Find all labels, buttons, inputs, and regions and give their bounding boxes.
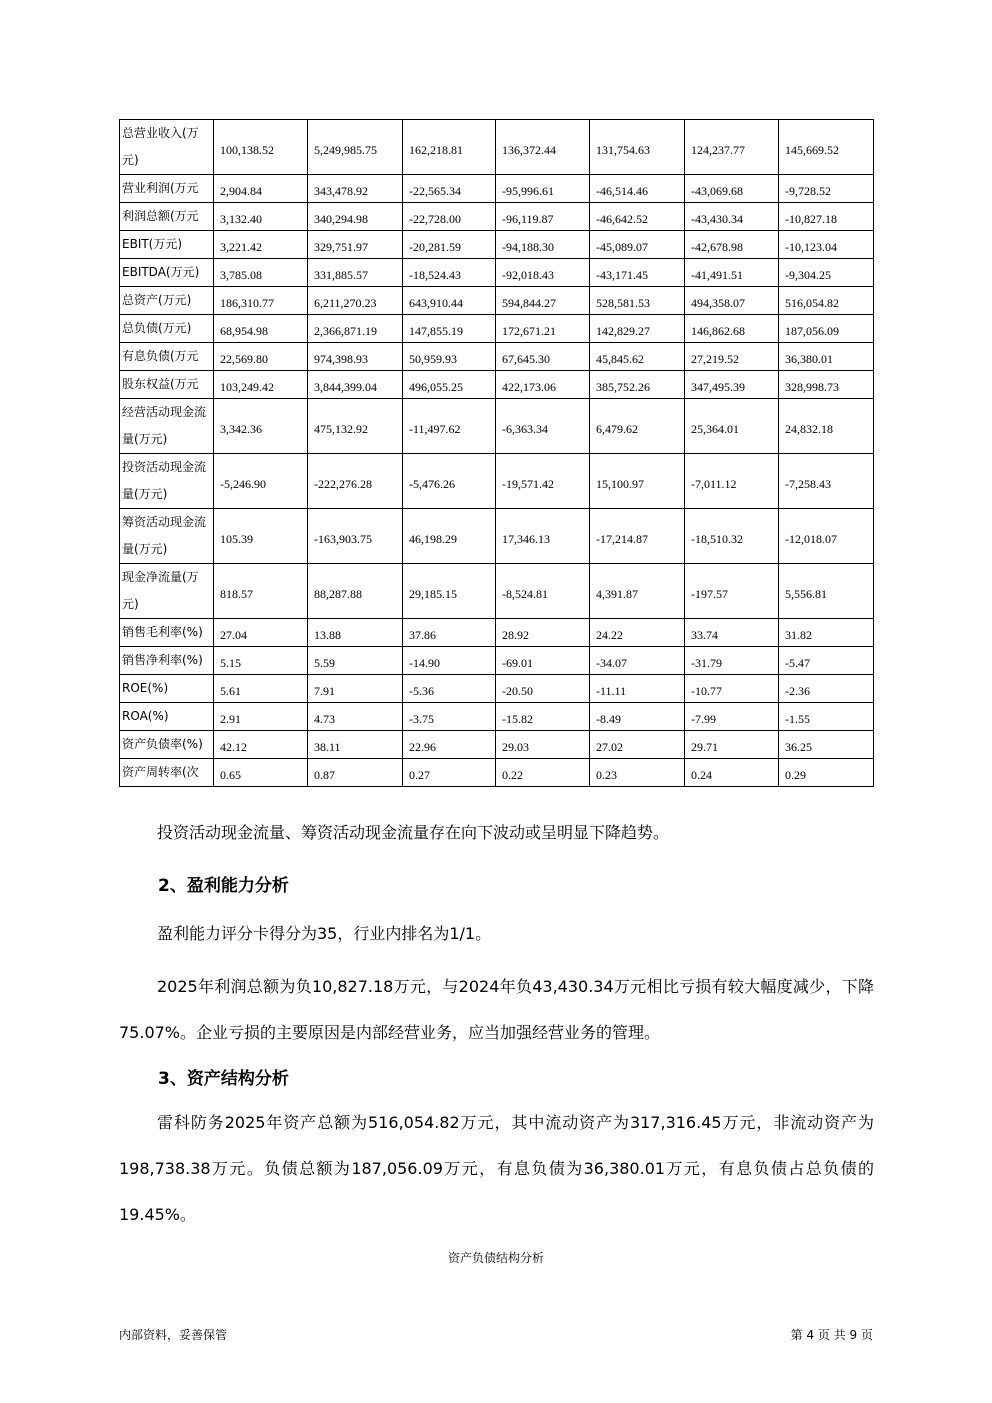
- table-cell: 131,754.63: [590, 120, 685, 175]
- table-cell: -3.75: [403, 703, 496, 731]
- table-cell: -20,281.59: [403, 231, 496, 259]
- table-cell: -5.47: [779, 647, 874, 675]
- table-cell: -9,304.25: [779, 259, 874, 287]
- table-cell: 2,904.84: [214, 175, 308, 203]
- table-cell: -22,728.00: [403, 203, 496, 231]
- row-label: 有息负债(万元: [120, 343, 214, 371]
- table-cell: -43,069.68: [685, 175, 779, 203]
- row-label: 股东权益(万元: [120, 371, 214, 399]
- table-cell: 67,645.30: [496, 343, 590, 371]
- table-cell: 385,752.26: [590, 371, 685, 399]
- table-cell: -43,171.45: [590, 259, 685, 287]
- table-cell: 5.61: [214, 675, 308, 703]
- table-cell: 186,310.77: [214, 287, 308, 315]
- table-cell: -17,214.87: [590, 509, 685, 564]
- table-cell: 0.87: [308, 759, 403, 787]
- table-cell: 3,221.42: [214, 231, 308, 259]
- table-cell: -18,524.43: [403, 259, 496, 287]
- table-cell: 27.04: [214, 619, 308, 647]
- row-label: 总资产(万元): [120, 287, 214, 315]
- table-row: [120, 343, 874, 371]
- paragraph-profit-score: 盈利能力评分卡得分为35，行业内排名为1/1。: [157, 924, 492, 943]
- footer-confidential: 内部资料，妥善保管: [119, 1328, 228, 1342]
- table-cell: 0.22: [496, 759, 590, 787]
- table-row: [120, 399, 874, 454]
- row-label: EBITDA(万元): [120, 259, 214, 287]
- table-cell: -5,476.26: [403, 454, 496, 509]
- table-cell: 24.22: [590, 619, 685, 647]
- table-cell: 2,366,871.19: [308, 315, 403, 343]
- table-cell: 45,845.62: [590, 343, 685, 371]
- table-cell: -7.99: [685, 703, 779, 731]
- table-row: [120, 120, 874, 175]
- row-label: 投资活动现金流量(万元): [120, 454, 214, 509]
- row-label: 利润总额(万元: [120, 203, 214, 231]
- table-row: [120, 371, 874, 399]
- table-cell: 24,832.18: [779, 399, 874, 454]
- row-label: 经营活动现金流量(万元): [120, 399, 214, 454]
- table-cell: 643,910.44: [403, 287, 496, 315]
- table-cell: 27,219.52: [685, 343, 779, 371]
- table-cell: -94,188.30: [496, 231, 590, 259]
- table-cell: 162,218.81: [403, 120, 496, 175]
- table-cell: -5,246.90: [214, 454, 308, 509]
- table-cell: 50,959.93: [403, 343, 496, 371]
- table-cell: 5.15: [214, 647, 308, 675]
- row-label: 销售净利率(%): [120, 647, 214, 675]
- table-cell: -6,363.34: [496, 399, 590, 454]
- table-row: [120, 731, 874, 759]
- table-cell: -222,276.28: [308, 454, 403, 509]
- table-cell: -15.82: [496, 703, 590, 731]
- table-cell: 0.24: [685, 759, 779, 787]
- table-row: [120, 203, 874, 231]
- table-cell: 516,054.82: [779, 287, 874, 315]
- row-label: ROA(%): [120, 703, 214, 731]
- table-cell: -45,089.07: [590, 231, 685, 259]
- table-cell: -69.01: [496, 647, 590, 675]
- table-cell: 46,198.29: [403, 509, 496, 564]
- row-label: 总负债(万元): [120, 315, 214, 343]
- table-cell: -19,571.42: [496, 454, 590, 509]
- table-cell: 7.91: [308, 675, 403, 703]
- table-cell: 5.59: [308, 647, 403, 675]
- table-cell: 494,358.07: [685, 287, 779, 315]
- table-row: [120, 759, 874, 787]
- table-cell: 475,132.92: [308, 399, 403, 454]
- table-cell: 33.74: [685, 619, 779, 647]
- table-cell: 147,855.19: [403, 315, 496, 343]
- table-row: [120, 619, 874, 647]
- footer-page-number: 第 4 页 共 9 页: [790, 1328, 873, 1342]
- paragraph-cashflow-trend: 投资活动现金流量、筹资活动现金流量存在向下波动或呈明显下降趋势。: [157, 823, 670, 842]
- table-cell: -41,491.51: [685, 259, 779, 287]
- heading-asset-structure: 3、资产结构分析: [158, 1069, 289, 1089]
- row-label: ROE(%): [120, 675, 214, 703]
- table-cell: 422,173.06: [496, 371, 590, 399]
- table-cell: 36.25: [779, 731, 874, 759]
- table-cell: 4,391.87: [590, 564, 685, 619]
- table-cell: 818.57: [214, 564, 308, 619]
- table-cell: 38.11: [308, 731, 403, 759]
- table-row: [120, 564, 874, 619]
- table-cell: 124,237.77: [685, 120, 779, 175]
- table-cell: -43,430.34: [685, 203, 779, 231]
- table-cell: -10.77: [685, 675, 779, 703]
- table-cell: 22,569.80: [214, 343, 308, 371]
- table-cell: -10,123.04: [779, 231, 874, 259]
- table-cell: 28.92: [496, 619, 590, 647]
- table-cell: 329,751.97: [308, 231, 403, 259]
- table-cell: 594,844.27: [496, 287, 590, 315]
- table-cell: -96,119.87: [496, 203, 590, 231]
- table-cell: 29.71: [685, 731, 779, 759]
- table-cell: 0.29: [779, 759, 874, 787]
- row-label: 资产负债率(%): [120, 731, 214, 759]
- table-cell: -7,011.12: [685, 454, 779, 509]
- table-cell: -92,018.43: [496, 259, 590, 287]
- paragraph-asset-analysis: 雷科防务2025年资产总额为516,054.82万元，其中流动资产为317,316.45万元，非流动资产为198,738.38万元。负债总额为187,056.09万元，有息负债为36,380.01万元，有息负债占总负债的19.45%。: [119, 1113, 874, 1224]
- table-cell: 13.88: [308, 619, 403, 647]
- table-row: [120, 231, 874, 259]
- table-cell: 974,398.93: [308, 343, 403, 371]
- table-cell: 42.12: [214, 731, 308, 759]
- table-cell: -11.11: [590, 675, 685, 703]
- table-cell: 15,100.97: [590, 454, 685, 509]
- heading-profitability: 2、盈利能力分析: [158, 876, 289, 896]
- table-cell: 0.27: [403, 759, 496, 787]
- table-row: [120, 509, 874, 564]
- table-cell: 22.96: [403, 731, 496, 759]
- row-label: EBIT(万元): [120, 231, 214, 259]
- table-row: [120, 175, 874, 203]
- table-cell: 172,671.21: [496, 315, 590, 343]
- table-cell: 3,132.40: [214, 203, 308, 231]
- table-cell: 142,829.27: [590, 315, 685, 343]
- row-label: 筹资活动现金流量(万元): [120, 509, 214, 564]
- table-cell: -34.07: [590, 647, 685, 675]
- table-cell: -7,258.43: [779, 454, 874, 509]
- table-cell: 5,556.81: [779, 564, 874, 619]
- table-cell: -5.36: [403, 675, 496, 703]
- table-cell: -10,827.18: [779, 203, 874, 231]
- table-cell: 528,581.53: [590, 287, 685, 315]
- row-label: 营业利润(万元: [120, 175, 214, 203]
- table-cell: -95,996.61: [496, 175, 590, 203]
- table-row: [120, 259, 874, 287]
- figure-caption: 资产负债结构分析: [447, 1251, 544, 1265]
- table-cell: 2.91: [214, 703, 308, 731]
- table-cell: -11,497.62: [403, 399, 496, 454]
- table-cell: 68,954.98: [214, 315, 308, 343]
- table-cell: 88,287.88: [308, 564, 403, 619]
- table-cell: 6,211,270.23: [308, 287, 403, 315]
- table-cell: 3,785.08: [214, 259, 308, 287]
- table-cell: -8.49: [590, 703, 685, 731]
- table-cell: 5,249,985.75: [308, 120, 403, 175]
- table-cell: 31.82: [779, 619, 874, 647]
- table-cell: 29,185.15: [403, 564, 496, 619]
- table-cell: 136,372.44: [496, 120, 590, 175]
- row-label: 资产周转率(次: [120, 759, 214, 787]
- table-cell: 187,056.09: [779, 315, 874, 343]
- table-cell: -197.57: [685, 564, 779, 619]
- table-cell: 100,138.52: [214, 120, 308, 175]
- table-cell: -1.55: [779, 703, 874, 731]
- table-cell: 347,495.39: [685, 371, 779, 399]
- table-cell: -46,514.46: [590, 175, 685, 203]
- table-cell: 0.65: [214, 759, 308, 787]
- table-cell: 343,478.92: [308, 175, 403, 203]
- table-cell: 340,294.98: [308, 203, 403, 231]
- table-cell: 146,862.68: [685, 315, 779, 343]
- table-row: [120, 454, 874, 509]
- table-cell: 4.73: [308, 703, 403, 731]
- table-row: [120, 703, 874, 731]
- table-cell: 37.86: [403, 619, 496, 647]
- table-row: [120, 287, 874, 315]
- row-label: 总营业收入(万元): [120, 120, 214, 175]
- table-cell: 17,346.13: [496, 509, 590, 564]
- table-cell: -46,642.52: [590, 203, 685, 231]
- table-cell: -14.90: [403, 647, 496, 675]
- table-cell: 105.39: [214, 509, 308, 564]
- table-cell: 328,998.73: [779, 371, 874, 399]
- table-cell: -42,678.98: [685, 231, 779, 259]
- table-cell: 331,885.57: [308, 259, 403, 287]
- row-label: 现金净流量(万元): [120, 564, 214, 619]
- table-cell: -20.50: [496, 675, 590, 703]
- table-cell: 27.02: [590, 731, 685, 759]
- table-cell: -18,510.32: [685, 509, 779, 564]
- table-cell: 496,055.25: [403, 371, 496, 399]
- paragraph-profit-analysis: 2025年利润总额为负10,827.18万元，与2024年负43,430.34万元相比亏损有较大幅度减少，下降75.07%。企业亏损的主要原因是内部经营业务，应当加强经营业务的管理。: [119, 977, 874, 1042]
- table-cell: 25,364.01: [685, 399, 779, 454]
- table-cell: 36,380.01: [779, 343, 874, 371]
- table-cell: 103,249.42: [214, 371, 308, 399]
- table-row: [120, 647, 874, 675]
- table-row: [120, 315, 874, 343]
- table-cell: 6,479.62: [590, 399, 685, 454]
- table-cell: 3,844,399.04: [308, 371, 403, 399]
- table-cell: -31.79: [685, 647, 779, 675]
- table-cell: 29.03: [496, 731, 590, 759]
- table-cell: 145,669.52: [779, 120, 874, 175]
- table-cell: 3,342.36: [214, 399, 308, 454]
- table-cell: -8,524.81: [496, 564, 590, 619]
- table-cell: -22,565.34: [403, 175, 496, 203]
- table-cell: -12,018.07: [779, 509, 874, 564]
- table-cell: -9,728.52: [779, 175, 874, 203]
- table-cell: -163,903.75: [308, 509, 403, 564]
- table-cell: 0.23: [590, 759, 685, 787]
- financial-data-table: [119, 119, 874, 787]
- table-cell: -2.36: [779, 675, 874, 703]
- table-row: [120, 675, 874, 703]
- row-label: 销售毛利率(%): [120, 619, 214, 647]
